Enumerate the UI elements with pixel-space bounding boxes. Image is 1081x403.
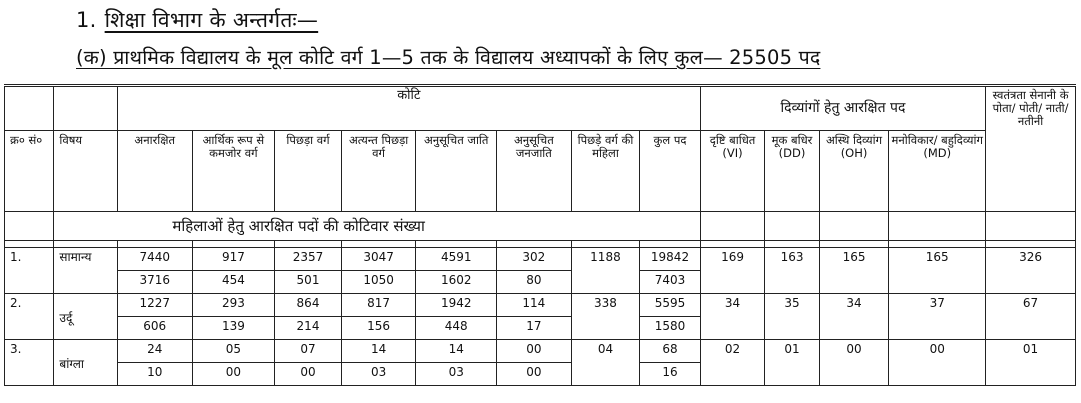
cell-bcw: 1188 <box>571 248 640 294</box>
col-header-dd: मूक बधिर (DD) <box>765 131 819 212</box>
cell-bcw: 338 <box>571 294 640 340</box>
cell-senani: 01 <box>986 340 1076 386</box>
cell-total: 5595 <box>640 294 701 317</box>
cell-women-st: 80 <box>497 271 572 294</box>
cell-sc: 4591 <box>416 248 497 271</box>
cell-oh: 165 <box>819 248 889 294</box>
cell-oh: 00 <box>819 340 889 386</box>
cell-st: 114 <box>497 294 572 317</box>
col-header-ews: आर्थिक रूप से कमजोर वर्ग <box>192 131 275 212</box>
cell-vi: 169 <box>700 248 765 294</box>
col-header-bc: पिछड़ा वर्ग <box>275 131 342 212</box>
cell-bcw: 04 <box>571 340 640 386</box>
cell-ebc: 817 <box>341 294 416 317</box>
cell-women-bc: 501 <box>275 271 342 294</box>
row-sn: 1. <box>5 248 54 294</box>
cell-md: 00 <box>889 340 986 386</box>
cell-women-ews: 454 <box>192 271 275 294</box>
col-header-md: मनोविकार/ बहुदिव्यांग (MD) <box>889 131 986 212</box>
cell-dd: 35 <box>765 294 819 340</box>
cell-women-st: 17 <box>497 317 572 340</box>
cell-women-total: 16 <box>640 363 701 386</box>
col-header-total: कुल पद <box>640 131 701 212</box>
col-header-ebc: अत्यन्त पिछड़ा वर्ग <box>341 131 416 212</box>
col-header-anarakshit: अनारक्षित <box>117 131 192 212</box>
cell-women-bc: 214 <box>275 317 342 340</box>
cell-vi: 02 <box>700 340 765 386</box>
cell-bc: 2357 <box>275 248 342 271</box>
row-subject: बांग्ला <box>54 340 118 386</box>
group-header-koti: कोटि <box>117 86 700 131</box>
cell-total: 68 <box>640 340 701 363</box>
cell-women-anarakshit: 606 <box>117 317 192 340</box>
section-heading <box>76 6 318 34</box>
cell-ews: 293 <box>192 294 275 317</box>
col-header-oh: अस्थि दिव्यांग (OH) <box>819 131 889 212</box>
cell-ebc: 3047 <box>341 248 416 271</box>
mahila-label: महिलाओं हेतु आरक्षित पदों की कोटिवार संख्या <box>54 212 700 241</box>
table-row <box>5 294 1076 317</box>
col-header-vi: दृष्टि बाधित (VI) <box>700 131 765 212</box>
row-sn: 3. <box>5 340 54 386</box>
row-sn: 2. <box>5 294 54 340</box>
col-header-sc: अनुसूचित जाति <box>416 131 497 212</box>
cell-bc: 864 <box>275 294 342 317</box>
cell-women-ebc: 03 <box>341 363 416 386</box>
section-number: 1. <box>76 8 97 32</box>
cell-bc: 07 <box>275 340 342 363</box>
cell-senani: 67 <box>986 294 1076 340</box>
col-header-senani: स्वतंत्रता सेनानी के पोता/ पोती/ नाती/ नतीनी <box>986 86 1076 212</box>
cell-ews: 917 <box>192 248 275 271</box>
section-title: शिक्षा विभाग के अन्तर्गतः— <box>104 8 319 32</box>
cell-dd: 01 <box>765 340 819 386</box>
cell-total: 19842 <box>640 248 701 271</box>
cell-st: 302 <box>497 248 572 271</box>
cell-women-ebc: 1050 <box>341 271 416 294</box>
row-subject: सामान्य <box>54 248 118 294</box>
cell-sc: 14 <box>416 340 497 363</box>
cell-md: 37 <box>889 294 986 340</box>
row-subject: उर्दू <box>54 294 118 340</box>
cell-anarakshit: 7440 <box>117 248 192 271</box>
cell-women-total: 7403 <box>640 271 701 294</box>
section-subheading: (क) प्राथमिक विद्यालय के मूल कोटि वर्ग 1—5 तक के विद्यालय अध्यापकों के लिए कुल— 25505 पद <box>76 46 821 69</box>
table-row <box>5 340 1076 363</box>
cell-women-ebc: 156 <box>341 317 416 340</box>
cell-md: 165 <box>889 248 986 294</box>
group-header-divyang: दिव्यांगों हेतु आरक्षित पद <box>700 86 985 131</box>
col-header-st: अनुसूचित जनजाति <box>497 131 572 212</box>
col-header-subject: विषय <box>54 131 118 212</box>
table-row <box>5 248 1076 271</box>
cell-ebc: 14 <box>341 340 416 363</box>
cell-women-anarakshit: 3716 <box>117 271 192 294</box>
col-header-sn: क्र० सं० <box>5 131 54 212</box>
cell-women-anarakshit: 10 <box>117 363 192 386</box>
cell-vi: 34 <box>700 294 765 340</box>
cell-senani: 326 <box>986 248 1076 294</box>
cell-women-ews: 00 <box>192 363 275 386</box>
cell-women-st: 00 <box>497 363 572 386</box>
cell-women-sc: 03 <box>416 363 497 386</box>
cell-oh: 34 <box>819 294 889 340</box>
cell-dd: 163 <box>765 248 819 294</box>
cell-st: 00 <box>497 340 572 363</box>
cell-anarakshit: 24 <box>117 340 192 363</box>
cell-women-total: 1580 <box>640 317 701 340</box>
corner-cell <box>5 86 54 131</box>
cell-women-sc: 1602 <box>416 271 497 294</box>
col-header-bcw: पिछड़े वर्ग की महिला <box>571 131 640 212</box>
cell-women-ews: 139 <box>192 317 275 340</box>
cell-women-bc: 00 <box>275 363 342 386</box>
cell-women-sc: 448 <box>416 317 497 340</box>
cell-ews: 05 <box>192 340 275 363</box>
cell-sc: 1942 <box>416 294 497 317</box>
cell-anarakshit: 1227 <box>117 294 192 317</box>
posts-table <box>4 84 1076 386</box>
